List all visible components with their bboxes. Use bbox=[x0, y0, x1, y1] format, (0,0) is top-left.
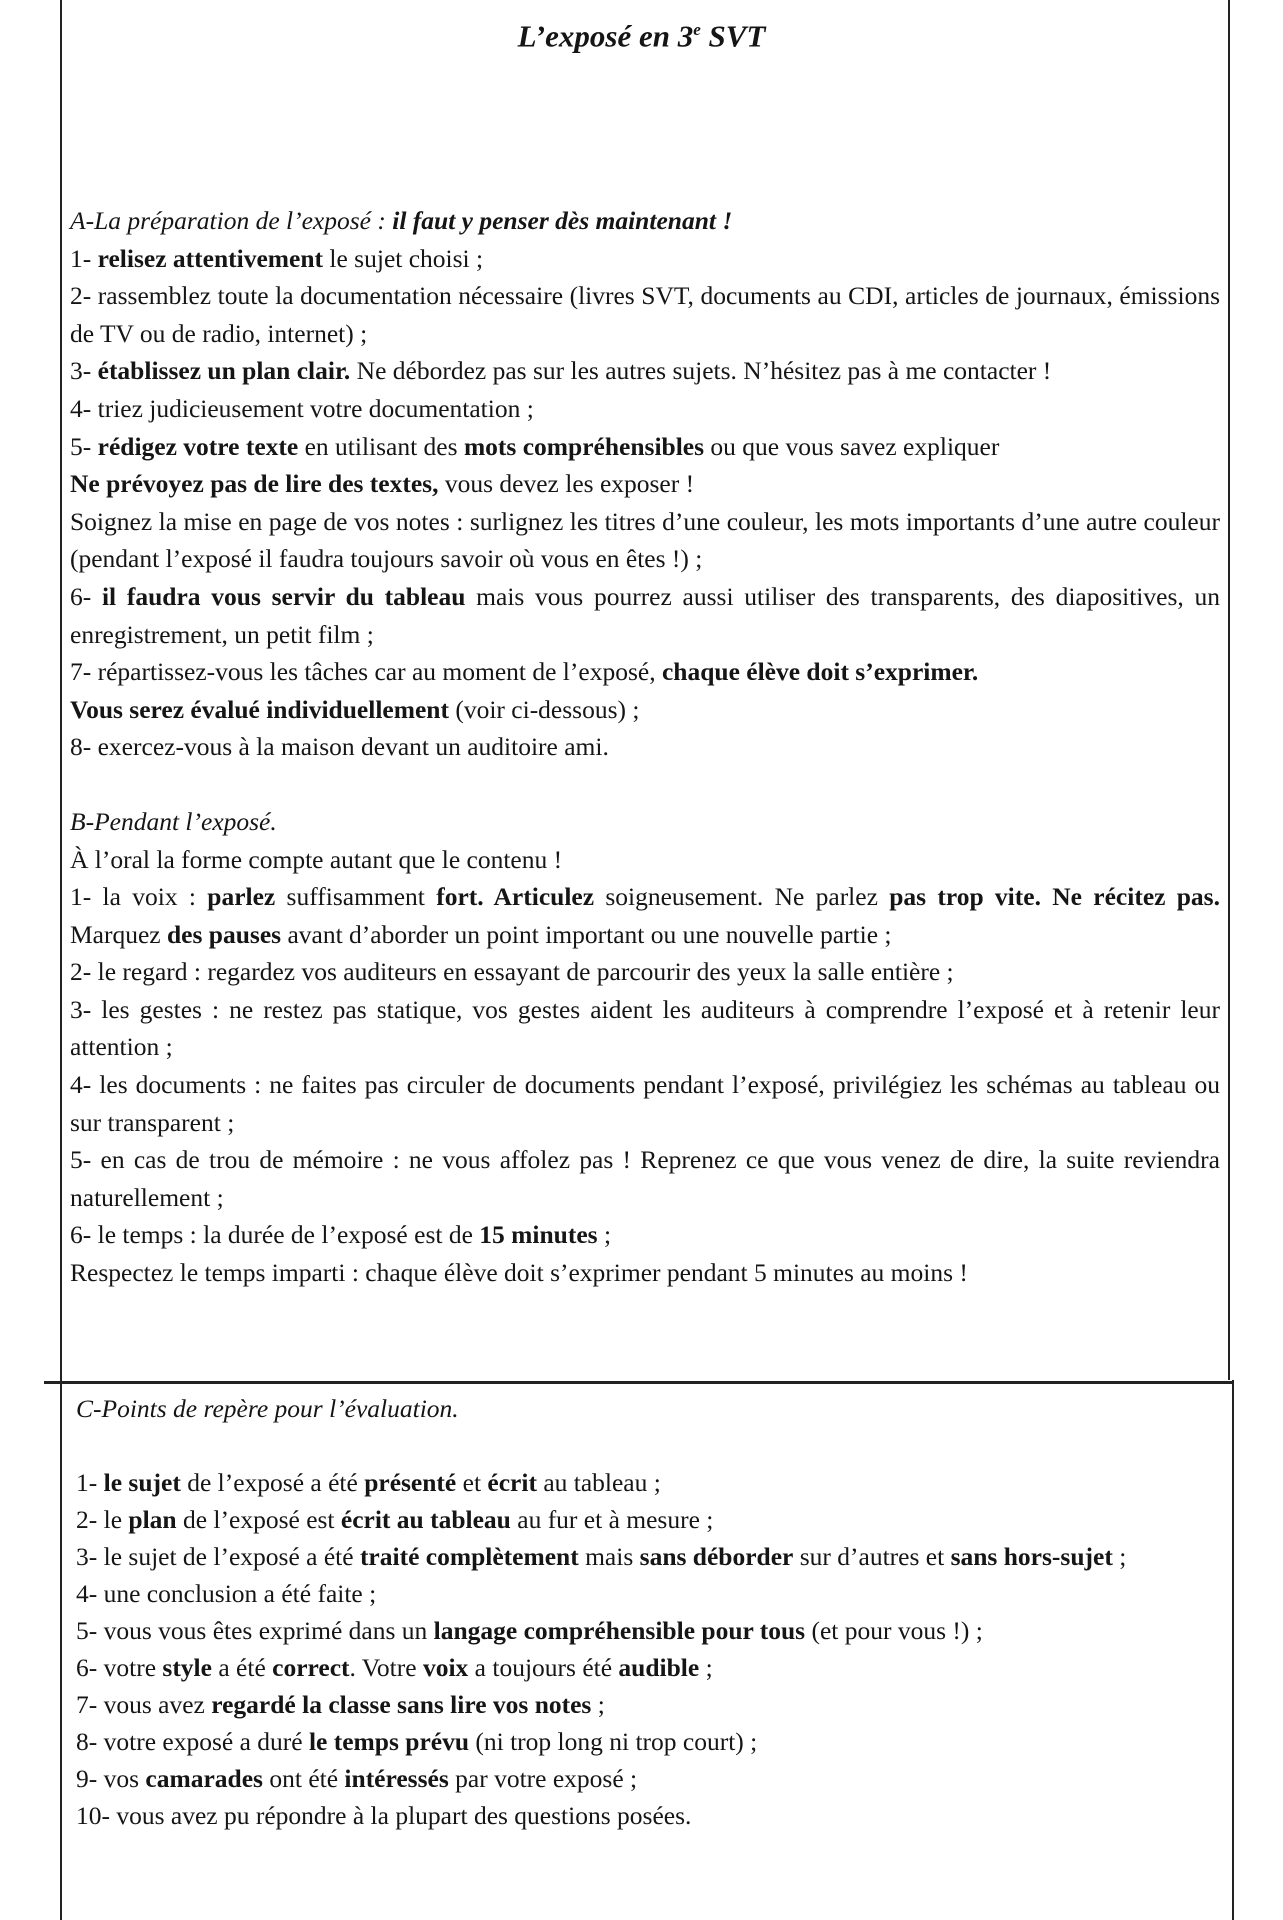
text-segment: fort. Articulez bbox=[436, 882, 595, 912]
list-item bbox=[76, 1797, 1226, 1834]
list-item bbox=[76, 1612, 1226, 1649]
text-segment: avant d’aborder un point important ou une nouvelle partie ; bbox=[281, 919, 892, 949]
text-segment: relisez attentivement bbox=[97, 243, 324, 273]
text-segment: Vous serez évalué individuellement bbox=[70, 694, 449, 724]
text-segment: parlez bbox=[207, 882, 276, 912]
text-segment: ou que vous savez expliquer bbox=[704, 431, 1000, 461]
text-segment: regardé la classe sans lire vos notes bbox=[211, 1690, 592, 1719]
text-segment: langage compréhensible pour tous bbox=[433, 1616, 806, 1645]
list-item bbox=[70, 240, 1220, 278]
text-segment: de l’exposé est bbox=[176, 1505, 341, 1534]
frame-right-border-lower bbox=[1232, 1380, 1234, 1920]
text-segment: il faudra vous servir du tableau bbox=[101, 581, 466, 611]
text-segment: de l’exposé a été bbox=[180, 1468, 365, 1497]
text-segment: 7- vous avez bbox=[76, 1690, 212, 1719]
text-segment: 6- bbox=[70, 581, 102, 611]
list-item bbox=[76, 1760, 1226, 1797]
text-segment: 4- triez judicieusement votre documentation ; bbox=[70, 393, 534, 423]
list-item bbox=[70, 1066, 1220, 1141]
section-b-heading: B-Pendant l’exposé. bbox=[70, 806, 277, 836]
list-item bbox=[76, 1575, 1226, 1612]
page-title: L’exposé en 3e SVT bbox=[517, 18, 766, 54]
text-segment: 9- vos bbox=[76, 1764, 146, 1793]
section-b-list bbox=[70, 841, 1220, 1292]
text-segment: pas trop vite. Ne récitez pas. bbox=[889, 882, 1220, 912]
list-item bbox=[70, 578, 1220, 653]
section-c-heading: C-Points de repère pour l’évaluation. bbox=[76, 1394, 459, 1423]
text-segment: mots compréhensibles bbox=[463, 431, 705, 461]
text-segment: a été bbox=[211, 1653, 273, 1682]
text-segment: rédigez votre texte bbox=[97, 431, 299, 461]
list-item bbox=[70, 1254, 1220, 1292]
list-item bbox=[70, 728, 1220, 766]
text-segment: voix bbox=[422, 1653, 469, 1682]
list-item bbox=[70, 953, 1220, 991]
text-segment: au fur et à mesure ; bbox=[510, 1505, 714, 1534]
list-item bbox=[76, 1538, 1226, 1575]
text-segment: traité complètement bbox=[359, 1542, 579, 1571]
list-item bbox=[70, 991, 1220, 1066]
text-segment: ; bbox=[591, 1690, 605, 1719]
list-item bbox=[76, 1686, 1226, 1723]
text-segment: vous devez les exposer ! bbox=[438, 469, 695, 499]
text-segment: 10- vous avez pu répondre à la plupart des questions posées. bbox=[76, 1801, 692, 1830]
text-segment: 4- une conclusion a été faite ; bbox=[76, 1579, 377, 1608]
list-item bbox=[70, 1216, 1220, 1254]
text-segment: 6- votre bbox=[76, 1653, 163, 1682]
section-c-list bbox=[76, 1464, 1226, 1834]
section-a-heading: A-La préparation de l’exposé : il faut y penser dès maintenant ! bbox=[70, 206, 733, 235]
text-segment: style bbox=[162, 1653, 212, 1682]
text-segment: le sujet bbox=[103, 1468, 181, 1497]
text-segment: Respectez le temps imparti : chaque élève doit s’exprimer pendant 5 minutes au moins ! bbox=[70, 1258, 968, 1288]
text-segment: 7- répartissez-vous les tâches car au moment de l’exposé, bbox=[70, 657, 662, 687]
text-segment: 3- le sujet de l’exposé a été bbox=[76, 1542, 360, 1571]
text-segment: en utilisant des bbox=[298, 431, 464, 461]
section-c-divider bbox=[44, 1381, 1234, 1384]
list-item bbox=[70, 390, 1220, 428]
text-segment: sur d’autres et bbox=[793, 1542, 951, 1571]
text-segment: établissez un plan clair. bbox=[97, 356, 351, 386]
frame-left-border bbox=[60, 0, 62, 1920]
text-segment: ont été bbox=[262, 1764, 345, 1793]
text-segment: 2- le bbox=[76, 1505, 129, 1534]
section-c bbox=[76, 1390, 1226, 1834]
text-segment: 2- rassemblez toute la documentation nécessaire (livres SVT, documents au CDI, articles de journaux, émissions de TV ou de radio, internet) ; bbox=[70, 281, 1220, 348]
text-segment: ; bbox=[597, 1220, 612, 1250]
text-segment: intéressés bbox=[344, 1764, 449, 1793]
text-segment: 6- le temps : la durée de l’exposé est de bbox=[70, 1220, 480, 1250]
list-item bbox=[76, 1501, 1226, 1538]
list-item bbox=[76, 1723, 1226, 1760]
text-segment: À l’oral la forme compte autant que le contenu ! bbox=[70, 844, 563, 874]
text-segment: 5- bbox=[70, 431, 98, 461]
text-segment: écrit au tableau bbox=[340, 1505, 511, 1534]
text-segment: sans hors-sujet bbox=[950, 1542, 1113, 1571]
list-item bbox=[70, 878, 1220, 953]
text-segment: (et pour vous !) ; bbox=[805, 1616, 983, 1645]
text-segment: 8- exercez-vous à la maison devant un auditoire ami. bbox=[70, 732, 609, 762]
text-segment: camarades bbox=[145, 1764, 263, 1793]
frame-right-border bbox=[1228, 0, 1230, 1380]
section-a-list bbox=[70, 240, 1220, 766]
text-segment: audible bbox=[618, 1653, 700, 1682]
list-item bbox=[70, 691, 1220, 729]
text-segment: présenté bbox=[364, 1468, 457, 1497]
list-item bbox=[70, 653, 1220, 691]
text-segment: 5- en cas de trou de mémoire : ne vous affolez pas ! Reprenez ce que vous venez de dire, la suite reviendra naturellement ; bbox=[70, 1145, 1220, 1212]
text-segment: le temps prévu bbox=[308, 1727, 470, 1756]
text-segment: Ne débordez pas sur les autres sujets. N’hésitez pas à me contacter ! bbox=[350, 356, 1052, 386]
text-segment: 4- les documents : ne faites pas circuler de documents pendant l’exposé, privilégiez les schémas au tableau ou sur transparent ; bbox=[70, 1070, 1220, 1137]
text-segment: 1- bbox=[70, 243, 98, 273]
list-item bbox=[70, 841, 1220, 879]
list-item bbox=[70, 503, 1220, 578]
text-segment: par votre exposé ; bbox=[448, 1764, 638, 1793]
text-segment: Ne prévoyez pas de lire des textes, bbox=[70, 469, 439, 499]
text-segment: (ni trop long ni trop court) ; bbox=[469, 1727, 758, 1756]
list-item bbox=[70, 352, 1220, 390]
text-segment: sans déborder bbox=[639, 1542, 794, 1571]
text-segment: 1- bbox=[76, 1468, 104, 1497]
text-segment: 2- le regard : regardez vos auditeurs en essayant de parcourir des yeux la salle entière ; bbox=[70, 957, 954, 987]
text-segment: ; bbox=[1112, 1542, 1127, 1571]
text-segment: Marquez bbox=[70, 919, 167, 949]
text-segment: mais vous pourrez aussi utiliser des transparents, des diapositives, un enregistrement, un petit film ; bbox=[70, 581, 1220, 649]
text-segment: 5- vous vous êtes exprimé dans un bbox=[76, 1616, 434, 1645]
text-segment: . Votre bbox=[349, 1653, 423, 1682]
text-segment: suffisamment bbox=[275, 882, 437, 912]
text-segment: ; bbox=[699, 1653, 713, 1682]
text-segment: écrit bbox=[487, 1468, 537, 1497]
text-segment: au tableau ; bbox=[536, 1468, 661, 1497]
text-segment: (voir ci-dessous) ; bbox=[448, 694, 640, 724]
text-segment: a toujours été bbox=[468, 1653, 619, 1682]
text-segment: 3- les gestes : ne restez pas statique, vos gestes aident les auditeurs à comprendre l’exposé et à retenir leur attention ; bbox=[70, 994, 1220, 1062]
text-segment: et bbox=[456, 1468, 488, 1497]
list-item bbox=[70, 277, 1220, 352]
text-segment: plan bbox=[128, 1505, 177, 1534]
list-item bbox=[76, 1464, 1226, 1501]
list-item bbox=[76, 1649, 1226, 1686]
text-segment: chaque élève doit s’exprimer. bbox=[661, 657, 979, 687]
text-segment: mais bbox=[578, 1542, 640, 1571]
text-segment: 1- la voix : bbox=[70, 882, 208, 912]
text-segment: 15 minutes bbox=[479, 1220, 598, 1250]
list-item bbox=[70, 465, 1220, 503]
text-segment: 3- bbox=[70, 356, 98, 386]
text-segment: Soignez la mise en page de vos notes : surlignez les titres d’une couleur, les mots importants d’une autre couleur (pendant l’exposé il faudra toujours savoir où vous en êtes !) ; bbox=[70, 506, 1220, 574]
text-segment: soigneusement. Ne parlez bbox=[594, 882, 890, 912]
text-segment: des pauses bbox=[167, 919, 282, 949]
text-segment: le sujet choisi ; bbox=[323, 243, 484, 273]
list-item bbox=[70, 428, 1220, 466]
text-segment: correct bbox=[272, 1653, 350, 1682]
sections-a-b bbox=[70, 202, 1220, 1292]
list-item bbox=[70, 1141, 1220, 1216]
text-segment: 8- votre exposé a duré bbox=[76, 1727, 309, 1756]
